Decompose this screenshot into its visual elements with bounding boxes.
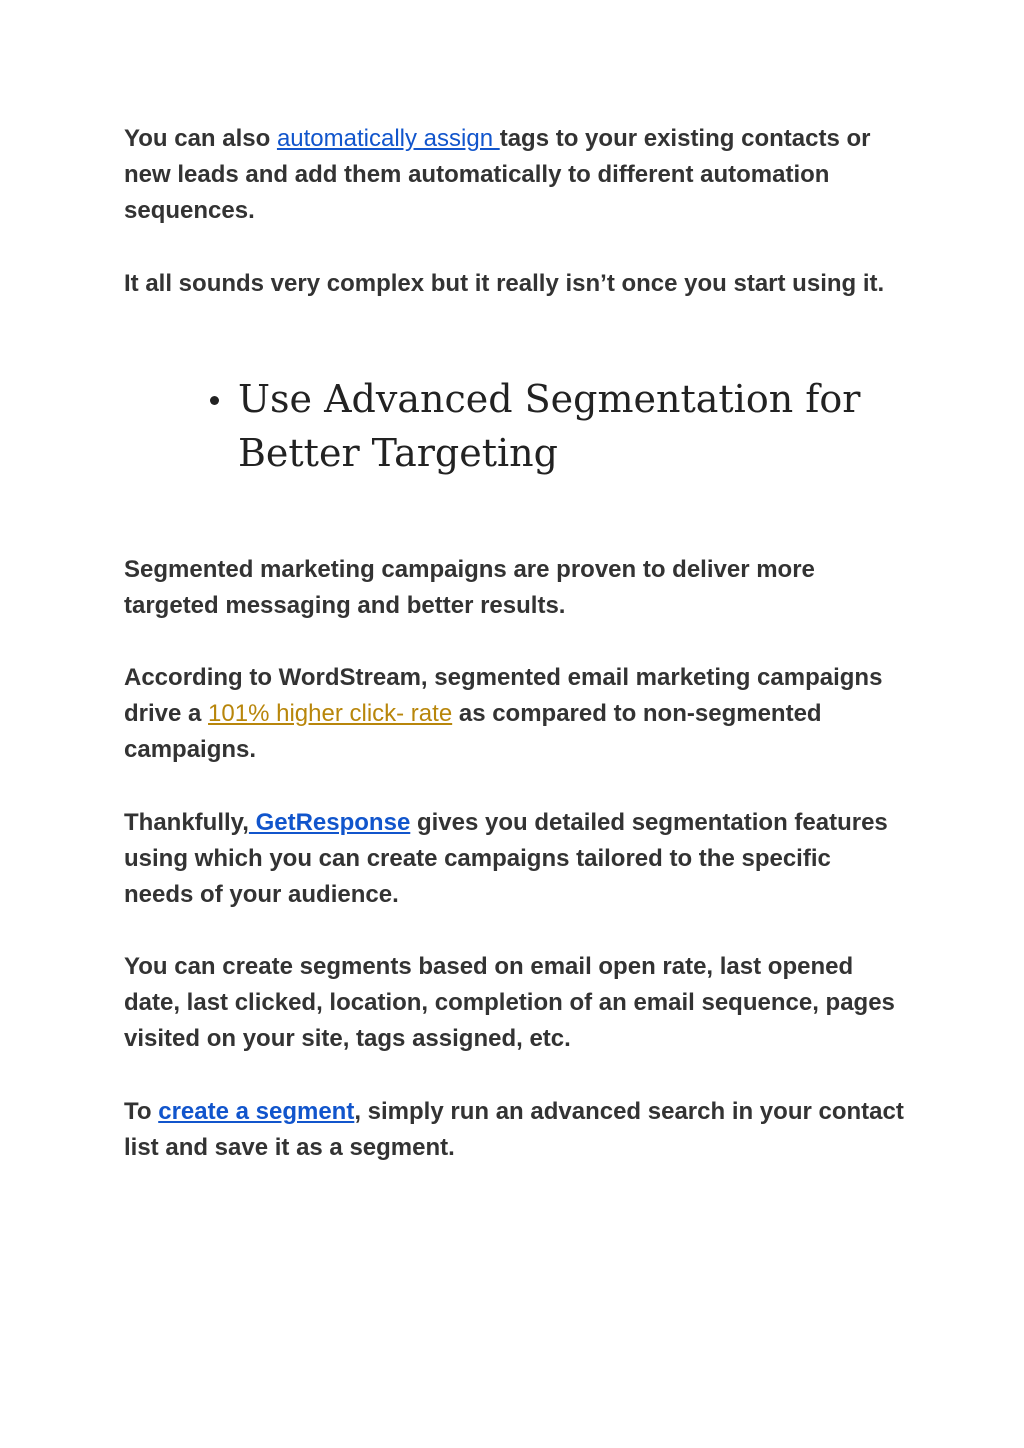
paragraph-complexity: It all sounds very complex but it really isn’t once you start using it. (124, 270, 885, 297)
paragraph-text: as compared to non-segmented campaigns. (124, 700, 822, 763)
create-a-segment-link[interactable]: create a segment (158, 1098, 355, 1125)
getresponse-link[interactable]: GetResponse (248, 809, 411, 836)
paragraph-text: gives you detailed segmentation features using which you can create campaigns tailored to the specific needs of your audience. (124, 809, 888, 908)
automatically-assign-link[interactable]: automatically assign (276, 125, 500, 152)
bullet-icon (210, 396, 219, 405)
paragraph-text: Thankfully, (124, 809, 249, 836)
paragraph-segmented-campaigns: Segmented marketing campaigns are proven to deliver more targeted messaging and better results. (124, 556, 815, 619)
section-heading (204, 372, 904, 480)
section-heading-text: Use Advanced Segmentation for Better Targeting (238, 377, 861, 475)
heading-list (204, 372, 904, 480)
paragraph-text: , simply run an advanced search in your contact list and save it as a segment. (124, 1098, 904, 1161)
paragraph-wordstream (124, 660, 904, 768)
paragraph-text: tags to your existing contacts or new leads and add them automatically to different automation sequences. (124, 125, 871, 224)
paragraph-create-segment (124, 1094, 904, 1166)
click-rate-link[interactable]: 101% higher click- rate (208, 700, 453, 727)
paragraph-text: According to WordStream, segmented email marketing campaigns drive a (124, 664, 883, 727)
paragraph-segment-criteria: You can create segments based on email open rate, last opened date, last clicked, location, completion of an email sequence, pages visited on your site, tags assigned, etc. (124, 953, 895, 1052)
paragraph-getresponse (124, 805, 904, 913)
paragraph-text: You can also (124, 125, 277, 152)
paragraph-text: To (124, 1098, 159, 1125)
paragraph-auto-assign-tags (124, 121, 904, 229)
